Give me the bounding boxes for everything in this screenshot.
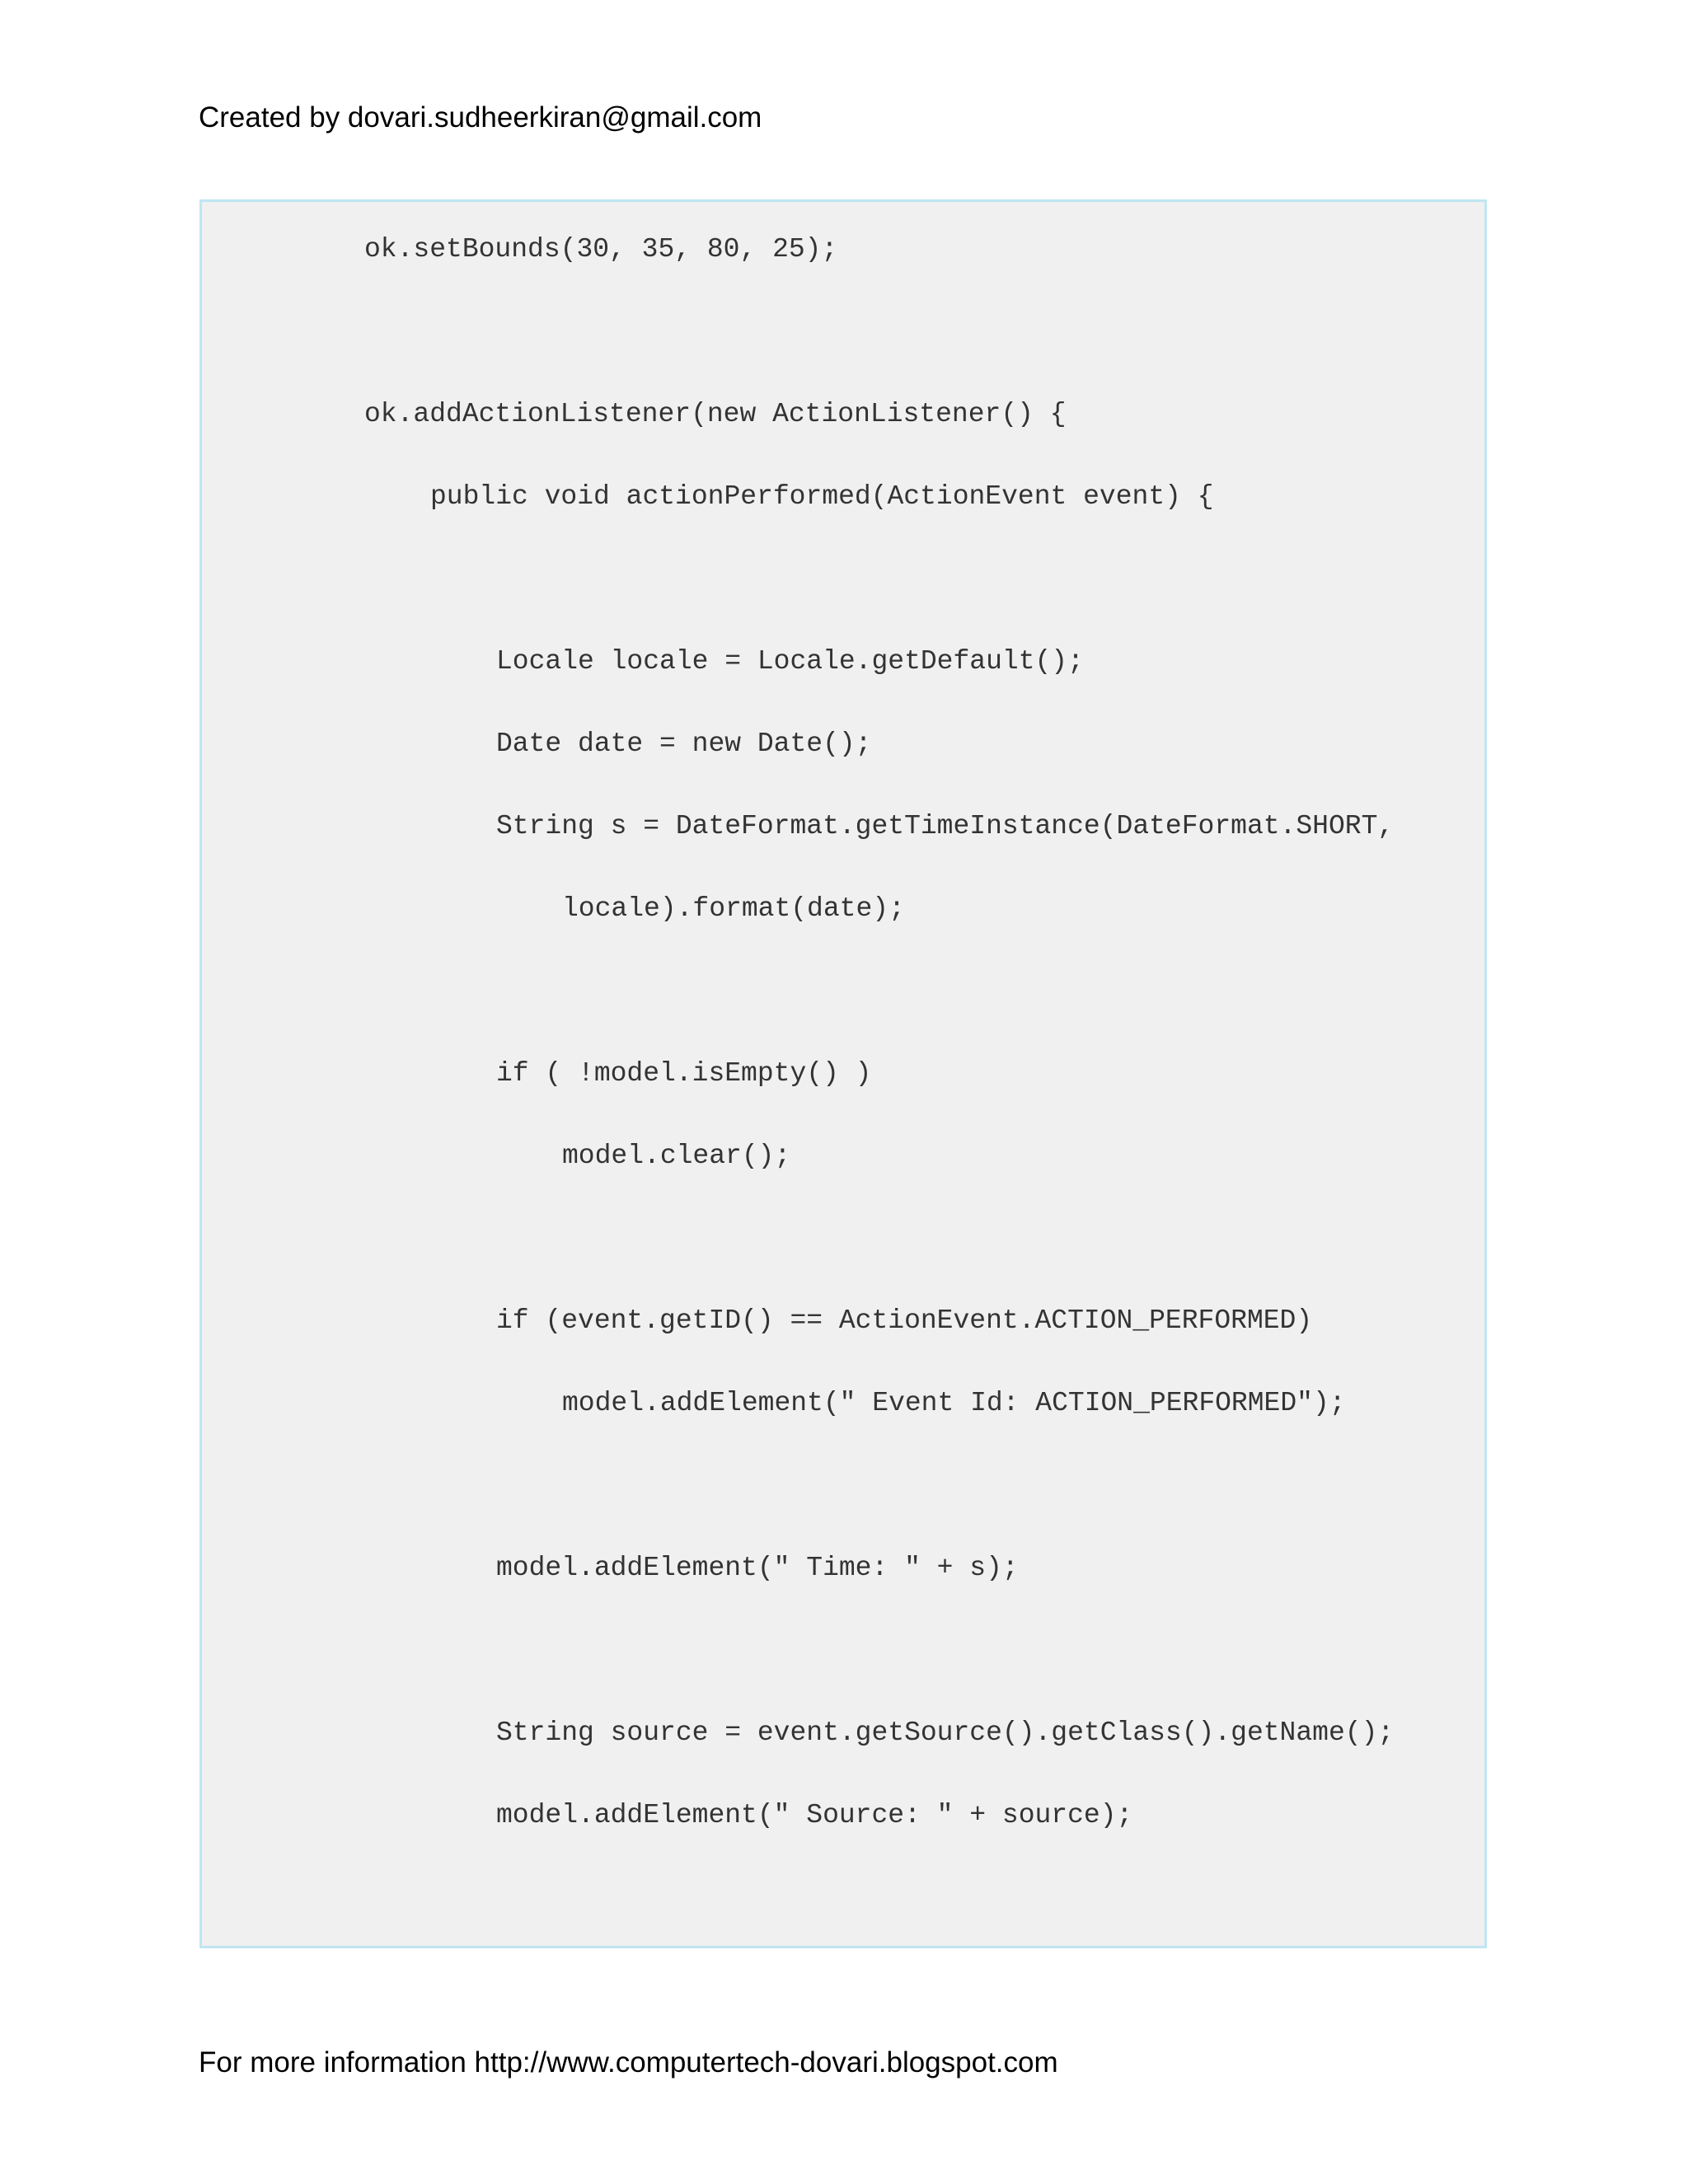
code-line: String source = event.getSource().getClass().getName();: [496, 1718, 1395, 1748]
code-line: model.addElement(" Event Id: ACTION_PERFORMED");: [562, 1388, 1346, 1418]
code-block: [199, 199, 1487, 1948]
code-line: model.addElement(" Time: " + s);: [496, 1553, 1019, 1583]
code-line: String s = DateFormat.getTimeInstance(DateFormat.SHORT,: [496, 811, 1395, 841]
code-line: ok.setBounds(30, 35, 80, 25);: [364, 234, 838, 265]
code-line: model.addElement(" Source: " + source);: [496, 1800, 1133, 1830]
page-header: Created by dovari.sudheerkiran@gmail.com: [199, 101, 762, 134]
code-line: if ( !model.isEmpty() ): [496, 1058, 872, 1089]
code-line: Date date = new Date();: [496, 729, 872, 759]
code-line: Locale locale = Locale.getDefault();: [496, 646, 1084, 677]
code-line: locale).format(date);: [562, 893, 905, 924]
code-line: ok.addActionListener(new ActionListener() {: [364, 399, 1067, 429]
page-footer: For more information http://www.computertech-dovari.blogspot.com: [199, 2046, 1058, 2079]
code-line: if (event.getID() == ActionEvent.ACTION_PERFORMED): [496, 1305, 1313, 1336]
code-line: public void actionPerformed(ActionEvent event) {: [430, 481, 1214, 512]
code-line: model.clear();: [562, 1141, 791, 1171]
